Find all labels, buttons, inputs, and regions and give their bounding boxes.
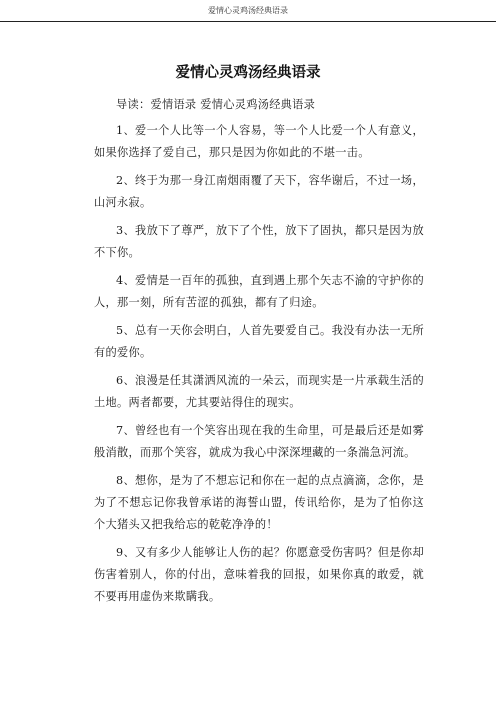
document-body — [94, 94, 424, 614]
lead-paragraph: 导读：爱情语录 爱情心灵鸡汤经典语录 — [116, 98, 316, 111]
document-title: 爱情心灵鸡汤经典语录 — [175, 65, 321, 81]
quote-paragraph-2: 2、终于为那一身江南烟雨覆了天下，容华谢后，不过一场，山河永寂。 — [94, 174, 424, 209]
running-header — [0, 0, 496, 22]
quote-paragraph-6: 6、浪漫是任其潇洒风流的一朵云，而现实是一片承载生活的土地。两者都要，尤其要站得住的现实。 — [94, 374, 424, 409]
quote-paragraph-7: 7、曾经也有一个笑容出现在我的生命里，可是最后还是如雾般消散，而那个笑容，就成为我心中深深埋藏的一条湍急河流。 — [94, 424, 424, 459]
quote-paragraph-3: 3、我放下了尊严，放下了个性，放下了固执，都只是因为放不下你。 — [94, 224, 424, 259]
quote-paragraph-4: 4、爱情是一百年的孤独，直到遇上那个矢志不渝的守护你的人，那一刻，所有苦涩的孤独，都有了归途。 — [94, 274, 424, 309]
quote-paragraph-8: 8、想你，是为了不想忘记和你在一起的点点滴滴，念你，是为了不想忘记你我曾承诺的海誓山盟，传讯给你，是为了怕你这个大猪头又把我给忘的乾乾净净的！ — [94, 474, 424, 531]
quote-paragraph-1: 1、爱一个人比等一个人容易，等一个人比爱一个人有意义，如果你选择了爱自己，那只是因为你如此的不堪一击。 — [94, 124, 424, 159]
quote-paragraph-9: 9、又有多少人能够让人伤的起？你愿意受伤害吗？但是你却伤害着别人，你的付出，意味着我的回报，如果你真的敢爱，就不要再用虚伪来欺瞒我。 — [94, 546, 424, 603]
running-header-title: 爱情心灵鸡汤经典语录 — [208, 6, 288, 15]
quote-paragraph-5: 5、总有一天你会明白，人首先要爱自己。我没有办法一无所有的爱你。 — [94, 324, 424, 359]
